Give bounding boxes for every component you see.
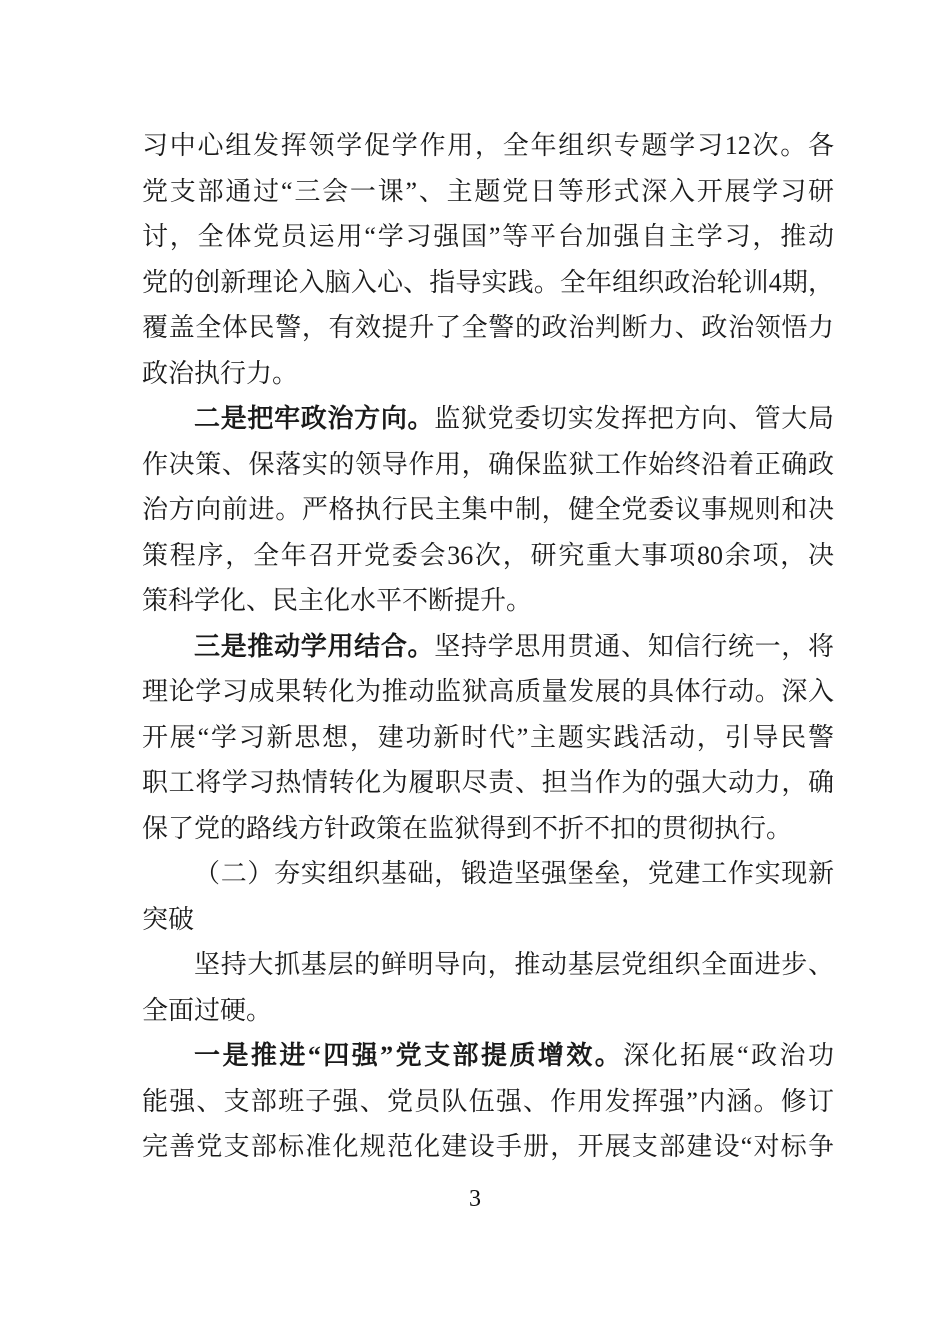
body-text: 保了党的路线方针政策在监狱得到不折不扣的贯彻执行。 <box>142 813 793 843</box>
text-line <box>142 624 834 670</box>
text-line <box>142 396 834 442</box>
text-line <box>142 942 834 988</box>
text-line <box>142 260 834 306</box>
body-text: 党支部通过“三会一课”、主题党日等形式深入开展学习研 <box>142 176 834 206</box>
text-line <box>142 988 834 1034</box>
body-text: 讨，全体党员运用“学习强国”等平台加强自主学习，推动 <box>142 222 834 251</box>
page-number: 3 <box>469 1186 481 1212</box>
body-text: 覆盖全体民警，有效提升了全警的政治判断力、政治领悟力 <box>142 313 834 342</box>
text-line <box>142 214 834 260</box>
text-line <box>142 123 834 169</box>
body-text: 监狱党委切实发挥把方向、管大局 <box>434 404 834 433</box>
bold-lead-text: 三是推动学用结合。 <box>194 631 435 661</box>
para-study-application <box>142 624 834 852</box>
page-footer <box>0 1183 950 1215</box>
text-line <box>142 806 834 852</box>
body-text: 职工将学习热情转化为履职尽责、担当作为的强大动力，确 <box>142 768 834 797</box>
text-line <box>142 578 834 624</box>
para-four-strong-branches <box>142 1033 834 1170</box>
body-text: 策程序，全年召开党委会36次，研究重大事项80余项，决 <box>142 540 834 570</box>
body-text: 突破 <box>142 904 195 934</box>
document-content <box>142 123 834 1170</box>
body-text: 坚持大抓基层的鲜明导向，推动基层党组织全面进步、 <box>194 950 834 979</box>
text-line <box>142 897 834 943</box>
text-line <box>142 351 834 397</box>
text-line <box>142 533 834 579</box>
text-line <box>142 305 834 351</box>
para-grassroots-orientation <box>142 942 834 1033</box>
body-text: 习中心组发挥领学促学作用，全年组织专题学习12次。各 <box>142 131 834 160</box>
body-text: （二）夯实组织基础，锻造坚强堡垒，党建工作实现新 <box>194 859 834 888</box>
body-text: 全面过硬。 <box>142 995 273 1025</box>
body-text: 政治执行力。 <box>142 358 299 388</box>
text-line <box>142 1124 834 1170</box>
text-line <box>142 1033 834 1079</box>
text-line <box>142 169 834 215</box>
text-line <box>142 1079 834 1125</box>
para-political-direction <box>142 396 834 624</box>
body-text: 治方向前进。严格执行民主集中制，健全党委议事规则和决 <box>142 495 834 524</box>
text-line <box>142 715 834 761</box>
text-line <box>142 442 834 488</box>
body-text: 理论学习成果转化为推动监狱高质量发展的具体行动。深入 <box>142 677 834 706</box>
bold-lead-text: 一是推进“四强”党支部提质增效。 <box>194 1041 624 1070</box>
heading-section-two <box>142 851 834 942</box>
body-text: 能强、支部班子强、党员队伍强、作用发挥强”内涵。修订 <box>142 1086 834 1116</box>
body-text: 党的创新理论入脑入心、指导实践。全年组织政治轮训4期， <box>142 267 834 297</box>
body-text: 深化拓展“政治功 <box>623 1041 834 1070</box>
bold-lead-text: 二是把牢政治方向。 <box>194 404 435 433</box>
body-text: 作决策、保落实的领导作用，确保监狱工作始终沿着正确政 <box>142 449 834 479</box>
body-text: 坚持学思用贯通、知信行统一，将 <box>434 631 834 661</box>
text-line <box>142 851 834 897</box>
text-line <box>142 487 834 533</box>
body-text: 开展“学习新思想，建功新时代”主题实践活动，引导民警 <box>142 722 834 752</box>
body-text: 完善党支部标准化规范化建设手册，开展支部建设“对标争 <box>142 1132 834 1161</box>
para-theory-learning-continued <box>142 123 834 396</box>
body-text: 策科学化、民主化水平不断提升。 <box>142 586 533 615</box>
text-line <box>142 760 834 806</box>
text-line <box>142 669 834 715</box>
